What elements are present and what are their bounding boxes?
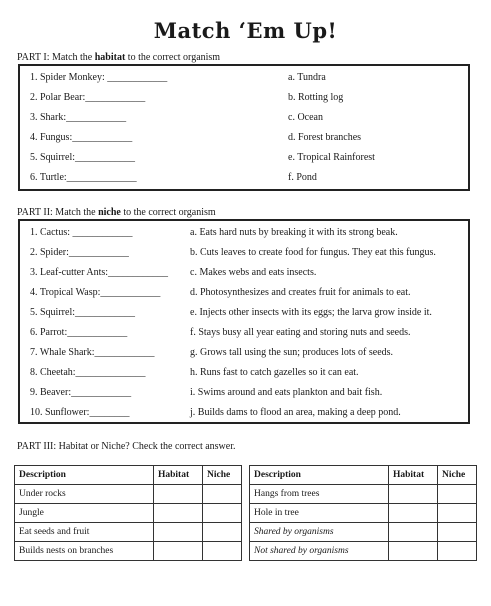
niche-header: Niche (203, 466, 242, 485)
table-row (15, 542, 242, 561)
part2-niche: d. Photosynthesizes and creates fruit for animals to eat. (190, 287, 411, 298)
niche-header: Niche (438, 466, 477, 485)
part2-organism: 2. Spider:____________ (30, 247, 129, 258)
part2-organism: 10. Sunflower:________ (30, 407, 130, 418)
part2-niche: j. Builds dams to flood an area, making a deep pond. (190, 407, 401, 418)
part1-habitat: c. Ocean (288, 112, 323, 123)
part1-habitat: a. Tundra (288, 72, 326, 83)
part1-organism: 4. Fungus:____________ (30, 132, 133, 143)
niche-check-cell[interactable] (203, 504, 242, 523)
part1-box (18, 64, 470, 191)
niche-check-cell[interactable] (203, 485, 242, 504)
niche-check-cell[interactable] (203, 523, 242, 542)
part2-organism: 7. Whale Shark:____________ (30, 347, 155, 358)
habitat-check-cell[interactable] (154, 542, 203, 561)
part1-habitat: f. Pond (288, 172, 317, 183)
habitat-check-cell[interactable] (389, 485, 438, 504)
description-cell: Under rocks (15, 485, 154, 504)
part1-organism: 5. Squirrel:____________ (30, 152, 135, 163)
part1-organism: 6. Turtle:______________ (30, 172, 137, 183)
description-header: Description (250, 466, 389, 485)
part1-organism: 1. Spider Monkey: ____________ (30, 72, 168, 83)
part2-organism: 1. Cactus: ____________ (30, 227, 133, 238)
part2-box (18, 219, 470, 424)
part2-organism: 4. Tropical Wasp:____________ (30, 287, 161, 298)
habitat-check-cell[interactable] (154, 504, 203, 523)
part1-organism: 3. Shark:____________ (30, 112, 127, 123)
part2-niche: g. Grows tall using the sun; produces lots of seeds. (190, 347, 394, 358)
description-cell: Shared by organisms (250, 523, 389, 542)
niche-check-cell[interactable] (438, 523, 477, 542)
table-row (15, 485, 242, 504)
table-row (250, 485, 477, 504)
niche-check-cell[interactable] (203, 542, 242, 561)
description-cell: Jungle (15, 504, 154, 523)
description-cell: Builds nests on branches (15, 542, 154, 561)
worksheet-title: Match ‘Em Up! (153, 18, 338, 43)
part2-niche: h. Runs fast to catch gazelles so it can eat. (190, 367, 359, 378)
description-cell: Hangs from trees (250, 485, 389, 504)
niche-check-cell[interactable] (438, 485, 477, 504)
part2-organism: 3. Leaf-cutter Ants:____________ (30, 267, 169, 278)
description-cell: Hole in tree (250, 504, 389, 523)
description-cell: Eat seeds and fruit (15, 523, 154, 542)
part2-niche: a. Eats hard nuts by breaking it with its strong beak. (190, 227, 398, 238)
part1-heading: PART I: Match the habitat to the correct organism (17, 52, 221, 63)
habitat-check-cell[interactable] (389, 523, 438, 542)
habitat-check-cell[interactable] (389, 542, 438, 561)
description-header: Description (15, 466, 154, 485)
part3-table-right (249, 465, 477, 561)
niche-check-cell[interactable] (438, 542, 477, 561)
table-row (250, 542, 477, 561)
table-row (15, 504, 242, 523)
part1-habitat: d. Forest branches (288, 132, 362, 143)
part2-niche: c. Makes webs and eats insects. (190, 267, 317, 278)
part2-organism: 5. Squirrel:____________ (30, 307, 135, 318)
niche-check-cell[interactable] (438, 504, 477, 523)
habitat-check-cell[interactable] (154, 523, 203, 542)
part1-habitat: e. Tropical Rainforest (288, 152, 375, 163)
part1-habitat: b. Rotting log (288, 92, 344, 103)
table-header-row (250, 466, 477, 485)
part3-heading: PART III: Habitat or Niche? Check the correct answer. (17, 441, 236, 452)
part2-organism: 8. Cheetah:______________ (30, 367, 146, 378)
table-row (250, 523, 477, 542)
description-cell: Not shared by organisms (250, 542, 389, 561)
table-row (15, 523, 242, 542)
habitat-header: Habitat (389, 466, 438, 485)
part2-heading: PART II: Match the niche to the correct organism (17, 207, 216, 218)
part2-niche: b. Cuts leaves to create food for fungus. They eat this fungus. (190, 247, 436, 258)
part2-organism: 9. Beaver:____________ (30, 387, 132, 398)
table-row (250, 504, 477, 523)
part2-organism: 6. Parrot:____________ (30, 327, 128, 338)
table-header-row (15, 466, 242, 485)
part2-niche: i. Swims around and eats plankton and bait fish. (190, 387, 383, 398)
part1-organism: 2. Polar Bear:____________ (30, 92, 146, 103)
part2-niche: f. Stays busy all year eating and storing nuts and seeds. (190, 327, 411, 338)
habitat-check-cell[interactable] (389, 504, 438, 523)
part2-niche: e. Injects other insects with its eggs; the larva grow inside it. (190, 307, 432, 318)
habitat-header: Habitat (154, 466, 203, 485)
part3-table-left (14, 465, 242, 561)
habitat-check-cell[interactable] (154, 485, 203, 504)
